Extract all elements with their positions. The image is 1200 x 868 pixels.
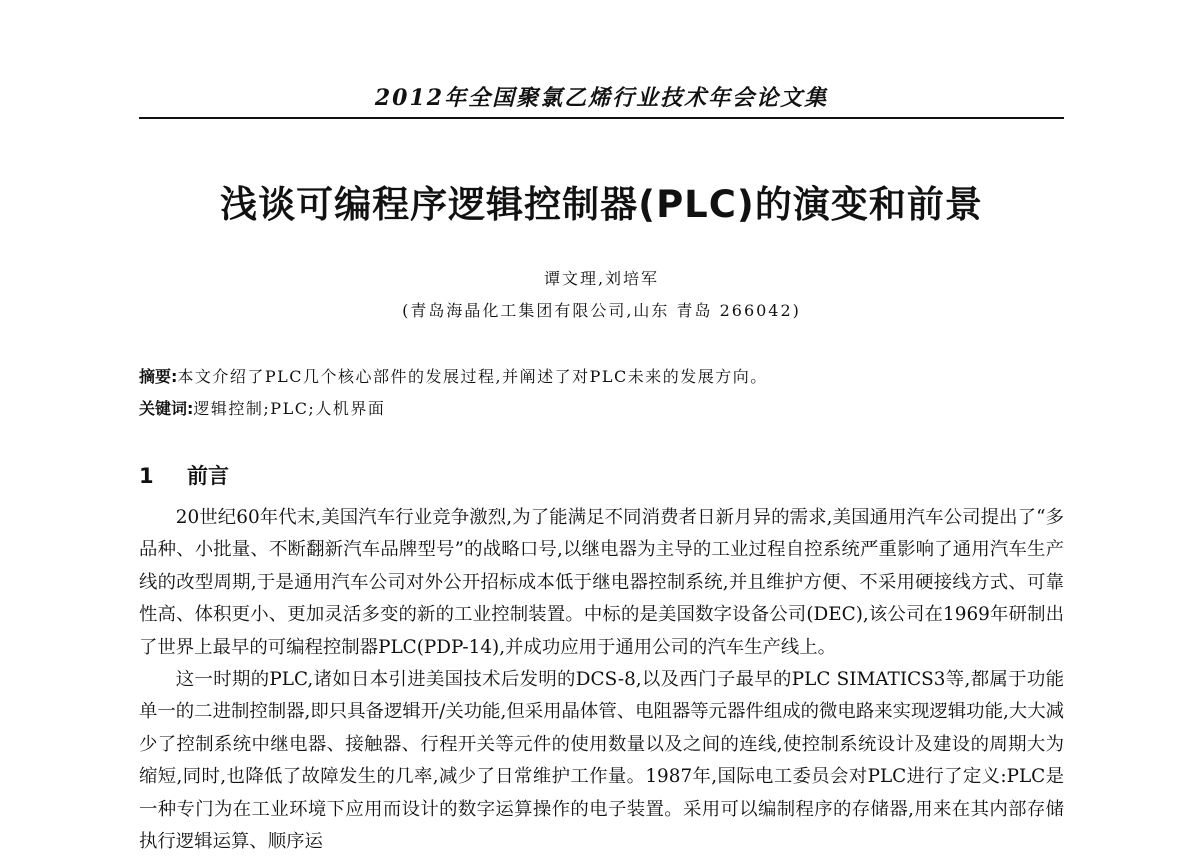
paragraph: 20世纪60年代末,美国汽车行业竞争激烈,为了能满足不同消费者日新月异的需求,美国通用汽车公司提出了“多品种、小批量、不断翻新汽车品牌型号”的战略口号,以继电器为主导的工业过程自控系统严重影响了通用汽车生产线的改型周期,于是通用汽车公司对外公开招标成本低于继电器控制系统,并且维护方便、不采用硬接线方式、可靠性高、体积更小、更加灵活多变的新的工业控制装置。中标的是美国数字设备公司(DEC),该公司在1969年研制出了世界上最早的可编程控制器PLC(PDP-14),并成功应用于通用公司的汽车生产线上。 [139,507,1064,658]
section-heading [139,462,229,490]
section-number: 1 [139,464,154,488]
running-header: 2012年全国聚氯乙烯行业技术年会论文集 [374,85,829,111]
affiliation: (青岛海晶化工集团有限公司,山东 青岛 266042) [402,301,801,320]
keywords [139,398,1064,420]
keywords-text: 逻辑控制;PLC;人机界面 [193,399,386,418]
keywords-label: 关键词: [139,399,194,418]
header-rule [139,117,1064,119]
abstract-text: 本文介绍了PLC几个核心部件的发展过程,并阐述了对PLC未来的发展方向。 [177,367,768,386]
abstract-label: 摘要: [139,367,178,386]
paper-title: 浅谈可编程序逻辑控制器(PLC)的演变和前景 [220,183,983,226]
section-title: 前言 [187,464,229,488]
body-text [139,502,1064,858]
abstract [139,366,1064,388]
paragraph: 这一时期的PLC,诸如日本引进美国技术后发明的DCS-8,以及西门子最早的PLC SIMATICS3等,都属于功能单一的二进制控制器,即只具备逻辑开/关功能,但采用晶体管、电阻器等元器件组成的微电路来实现逻辑功能,大大减少了控制系统中继电器、接触器、行程开关等元件的使用数量以及之间的连线,使控制系统设计及建设的周期大为缩短,同时,也降低了故障发生的几率,减少了日常维护工作量。1987年,国际电工委员会对PLC进行了定义:PLC是一种专门为在工业环境下应用而设计的数字运算操作的电子装置。采用可以编制程序的存储器,用来在其内部存储执行逻辑运算、顺序运 [139,669,1064,853]
authors: 谭文理,刘培军 [543,269,660,288]
